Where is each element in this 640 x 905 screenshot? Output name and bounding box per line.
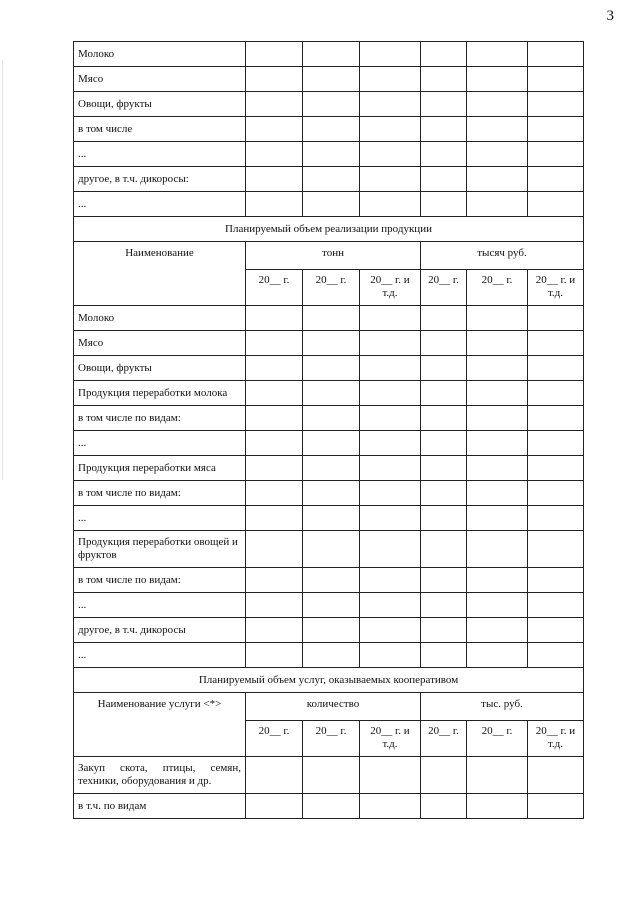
value-cell[interactable]: [528, 618, 584, 643]
value-cell[interactable]: [246, 568, 303, 593]
value-cell[interactable]: [303, 431, 360, 456]
cooperative-form-table: [73, 41, 584, 819]
value-cell[interactable]: [467, 456, 528, 481]
header-row: [74, 693, 584, 721]
value-cell[interactable]: [467, 42, 528, 67]
value-cell[interactable]: [303, 192, 360, 217]
value-cell[interactable]: [528, 142, 584, 167]
table-row: [74, 618, 584, 643]
name-column-header: Наименование: [74, 242, 246, 306]
value-cell[interactable]: [528, 757, 584, 794]
table-row: [74, 757, 584, 794]
scan-edge-line: [2, 60, 3, 480]
value-cell[interactable]: [360, 192, 421, 217]
value-cell[interactable]: [421, 794, 467, 819]
value-cell[interactable]: [246, 643, 303, 668]
value-cell[interactable]: [528, 568, 584, 593]
value-cell[interactable]: [303, 568, 360, 593]
group-header-thousand-rub: тысяч руб.: [421, 242, 584, 270]
value-cell[interactable]: [246, 306, 303, 331]
row-label: Продукция переработки мяса: [74, 456, 246, 481]
value-cell[interactable]: [467, 531, 528, 568]
table-row: [74, 306, 584, 331]
value-cell[interactable]: [303, 42, 360, 67]
value-cell[interactable]: [421, 167, 467, 192]
value-cell[interactable]: [421, 506, 467, 531]
value-cell[interactable]: [528, 406, 584, 431]
year-header: 20__ г.: [421, 270, 467, 306]
value-cell[interactable]: [528, 794, 584, 819]
value-cell[interactable]: [303, 481, 360, 506]
value-cell[interactable]: [467, 331, 528, 356]
value-cell[interactable]: [528, 42, 584, 67]
row-label: в том числе: [74, 117, 246, 142]
section-title: Планируемый объем реализации продукции: [74, 217, 584, 242]
year-header: 20__ г.: [303, 721, 360, 757]
value-cell[interactable]: [467, 92, 528, 117]
row-label: Мясо: [74, 67, 246, 92]
value-cell[interactable]: [467, 167, 528, 192]
value-cell[interactable]: [360, 381, 421, 406]
row-label: другое, в т.ч. дикоросы:: [74, 167, 246, 192]
value-cell[interactable]: [467, 356, 528, 381]
value-cell[interactable]: [421, 381, 467, 406]
year-header: 20__ г.: [421, 721, 467, 757]
group-header-tons: тонн: [246, 242, 421, 270]
value-cell[interactable]: [528, 306, 584, 331]
value-cell[interactable]: [360, 794, 421, 819]
value-cell[interactable]: [246, 167, 303, 192]
value-cell[interactable]: [246, 794, 303, 819]
value-cell[interactable]: [528, 67, 584, 92]
row-label: Молоко: [74, 42, 246, 67]
value-cell[interactable]: [421, 456, 467, 481]
table-row: [74, 117, 584, 142]
table-row: [74, 431, 584, 456]
header-row: [74, 242, 584, 270]
value-cell[interactable]: [303, 142, 360, 167]
value-cell[interactable]: [246, 142, 303, 167]
value-cell[interactable]: [360, 67, 421, 92]
value-cell[interactable]: [360, 757, 421, 794]
value-cell[interactable]: [303, 92, 360, 117]
group-header-quantity: количество: [246, 693, 421, 721]
value-cell[interactable]: [421, 92, 467, 117]
table-row: [74, 531, 584, 568]
value-cell[interactable]: [421, 568, 467, 593]
value-cell[interactable]: [467, 381, 528, 406]
table-row: [74, 92, 584, 117]
row-label: Продукция переработки овощей и фруктов: [74, 531, 246, 568]
table-row: [74, 67, 584, 92]
value-cell[interactable]: [246, 117, 303, 142]
row-label: ...: [74, 192, 246, 217]
value-cell[interactable]: [467, 757, 528, 794]
value-cell[interactable]: [303, 117, 360, 142]
value-cell[interactable]: [246, 506, 303, 531]
value-cell[interactable]: [421, 643, 467, 668]
table-row: [74, 381, 584, 406]
value-cell[interactable]: [421, 618, 467, 643]
value-cell[interactable]: [303, 643, 360, 668]
value-cell[interactable]: [528, 643, 584, 668]
row-label: в том числе по видам:: [74, 481, 246, 506]
value-cell[interactable]: [246, 531, 303, 568]
year-header: 20__ г.: [303, 270, 360, 306]
value-cell[interactable]: [421, 331, 467, 356]
value-cell[interactable]: [467, 618, 528, 643]
value-cell[interactable]: [421, 481, 467, 506]
value-cell[interactable]: [360, 568, 421, 593]
section-title-row: [74, 668, 584, 693]
table-row: [74, 406, 584, 431]
table-row: [74, 506, 584, 531]
value-cell[interactable]: [360, 92, 421, 117]
value-cell[interactable]: [421, 306, 467, 331]
value-cell[interactable]: [360, 593, 421, 618]
value-cell[interactable]: [303, 356, 360, 381]
value-cell[interactable]: [303, 406, 360, 431]
group-header-thousand-rub: тыс. руб.: [421, 693, 584, 721]
value-cell[interactable]: [303, 531, 360, 568]
value-cell[interactable]: [467, 568, 528, 593]
value-cell[interactable]: [467, 306, 528, 331]
table-row: [74, 331, 584, 356]
value-cell[interactable]: [421, 192, 467, 217]
year-header: 20__ г.: [246, 270, 303, 306]
table-row: [74, 167, 584, 192]
row-label: ...: [74, 506, 246, 531]
value-cell[interactable]: [528, 593, 584, 618]
value-cell[interactable]: [246, 406, 303, 431]
value-cell[interactable]: [246, 481, 303, 506]
section-title: Планируемый объем услуг, оказываемых кооперативом: [74, 668, 584, 693]
page-number: 3: [606, 8, 614, 24]
table-row: [74, 568, 584, 593]
row-label: ...: [74, 431, 246, 456]
value-cell[interactable]: [421, 117, 467, 142]
value-cell[interactable]: [467, 643, 528, 668]
value-cell[interactable]: [528, 117, 584, 142]
value-cell[interactable]: [303, 593, 360, 618]
value-cell[interactable]: [528, 356, 584, 381]
value-cell[interactable]: [528, 531, 584, 568]
table-row: [74, 794, 584, 819]
value-cell[interactable]: [246, 618, 303, 643]
value-cell[interactable]: [421, 67, 467, 92]
value-cell[interactable]: [467, 192, 528, 217]
value-cell[interactable]: [360, 456, 421, 481]
row-label: ...: [74, 643, 246, 668]
value-cell[interactable]: [303, 757, 360, 794]
row-label: Овощи, фрукты: [74, 356, 246, 381]
value-cell[interactable]: [360, 167, 421, 192]
value-cell[interactable]: [467, 117, 528, 142]
year-header: 20__ г. и т.д.: [528, 270, 584, 306]
row-label: ...: [74, 142, 246, 167]
value-cell[interactable]: [467, 67, 528, 92]
year-header: 20__ г.: [246, 721, 303, 757]
value-cell[interactable]: [360, 506, 421, 531]
value-cell[interactable]: [528, 381, 584, 406]
row-label: Продукция переработки молока: [74, 381, 246, 406]
value-cell[interactable]: [421, 142, 467, 167]
row-label: Овощи, фрукты: [74, 92, 246, 117]
value-cell[interactable]: [360, 306, 421, 331]
value-cell[interactable]: [246, 356, 303, 381]
value-cell[interactable]: [246, 381, 303, 406]
value-cell[interactable]: [303, 794, 360, 819]
value-cell[interactable]: [360, 618, 421, 643]
value-cell[interactable]: [528, 167, 584, 192]
value-cell[interactable]: [360, 117, 421, 142]
value-cell[interactable]: [246, 42, 303, 67]
value-cell[interactable]: [467, 481, 528, 506]
value-cell[interactable]: [528, 456, 584, 481]
table-row: [74, 356, 584, 381]
name-column-header: Наименование услуги <*>: [74, 693, 246, 757]
row-label: Молоко: [74, 306, 246, 331]
value-cell[interactable]: [360, 406, 421, 431]
value-cell[interactable]: [421, 757, 467, 794]
value-cell[interactable]: [303, 456, 360, 481]
row-label: ...: [74, 593, 246, 618]
value-cell[interactable]: [360, 356, 421, 381]
value-cell[interactable]: [303, 618, 360, 643]
section-title-row: [74, 217, 584, 242]
value-cell[interactable]: [246, 331, 303, 356]
value-cell[interactable]: [467, 593, 528, 618]
value-cell[interactable]: [246, 92, 303, 117]
value-cell[interactable]: [467, 406, 528, 431]
value-cell[interactable]: [528, 331, 584, 356]
value-cell[interactable]: [246, 67, 303, 92]
table-row: [74, 593, 584, 618]
value-cell[interactable]: [528, 481, 584, 506]
value-cell[interactable]: [303, 67, 360, 92]
value-cell[interactable]: [360, 42, 421, 67]
value-cell[interactable]: [467, 431, 528, 456]
value-cell[interactable]: [303, 306, 360, 331]
value-cell[interactable]: [360, 431, 421, 456]
table-row: [74, 192, 584, 217]
value-cell[interactable]: [421, 406, 467, 431]
value-cell[interactable]: [360, 531, 421, 568]
row-label: другое, в т.ч. дикоросы: [74, 618, 246, 643]
value-cell[interactable]: [360, 643, 421, 668]
value-cell[interactable]: [528, 92, 584, 117]
table-row: [74, 456, 584, 481]
value-cell[interactable]: [246, 431, 303, 456]
value-cell[interactable]: [246, 456, 303, 481]
value-cell[interactable]: [303, 331, 360, 356]
value-cell[interactable]: [246, 593, 303, 618]
value-cell[interactable]: [528, 431, 584, 456]
row-label: в том числе по видам:: [74, 568, 246, 593]
table-row: [74, 643, 584, 668]
value-cell[interactable]: [360, 481, 421, 506]
table-row: [74, 142, 584, 167]
row-label: в том числе по видам:: [74, 406, 246, 431]
year-header: 20__ г.: [467, 721, 528, 757]
value-cell[interactable]: [467, 506, 528, 531]
table-row: [74, 481, 584, 506]
value-cell[interactable]: [528, 506, 584, 531]
value-cell[interactable]: [421, 593, 467, 618]
row-label: Мясо: [74, 331, 246, 356]
value-cell[interactable]: [303, 167, 360, 192]
table-row: [74, 42, 584, 67]
value-cell[interactable]: [303, 381, 360, 406]
value-cell[interactable]: [421, 531, 467, 568]
row-label: в т.ч. по видам: [74, 794, 246, 819]
value-cell[interactable]: [421, 356, 467, 381]
value-cell[interactable]: [421, 431, 467, 456]
value-cell[interactable]: [467, 142, 528, 167]
value-cell[interactable]: [303, 506, 360, 531]
value-cell[interactable]: [360, 331, 421, 356]
year-header: 20__ г. и т.д.: [360, 721, 421, 757]
value-cell[interactable]: [360, 142, 421, 167]
row-label: Закуп скота, птицы, семян, техники, оборудования и др.: [74, 757, 246, 794]
year-header: 20__ г.: [467, 270, 528, 306]
value-cell[interactable]: [528, 192, 584, 217]
year-header: 20__ г. и т.д.: [528, 721, 584, 757]
value-cell[interactable]: [421, 42, 467, 67]
value-cell[interactable]: [246, 757, 303, 794]
year-header: 20__ г. и т.д.: [360, 270, 421, 306]
value-cell[interactable]: [467, 794, 528, 819]
value-cell[interactable]: [246, 192, 303, 217]
